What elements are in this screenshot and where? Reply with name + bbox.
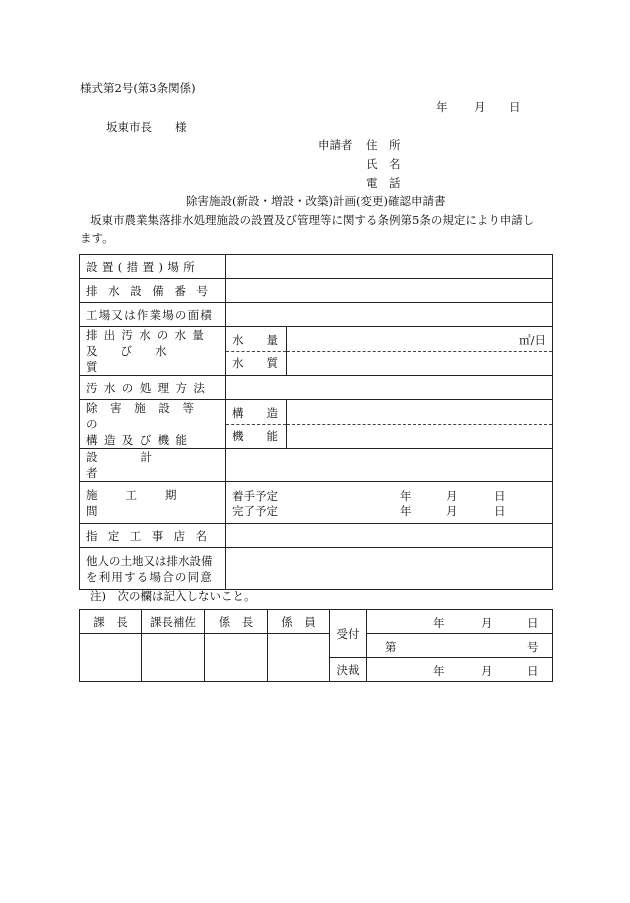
designer-label: 設計者 — [80, 449, 226, 482]
chief-header: 課 長 — [80, 610, 142, 634]
row-contractor — [80, 524, 553, 548]
drain-number-label: 排水設備番号 — [80, 279, 226, 303]
area-label: 工場又は作業場の面積 — [80, 303, 226, 327]
water-volume-label: 水 量 — [232, 332, 278, 347]
document-title: 除害施設(新設・増設・改築)計画(変更)確認申請書 — [186, 194, 446, 208]
office-use-note: 注) 次の欄は記入しないこと。 — [90, 589, 256, 603]
designer-field[interactable] — [226, 449, 553, 482]
start-day: 日 — [494, 489, 506, 503]
function-field[interactable] — [287, 424, 552, 447]
end-month: 月 — [446, 504, 458, 518]
contractor-field[interactable] — [226, 524, 553, 548]
deputy-header: 課長補佐 — [142, 610, 205, 634]
staff-stamp-box — [268, 634, 330, 682]
row-treatment — [80, 376, 553, 400]
applicant-label: 申請者 — [318, 138, 353, 152]
row-period — [80, 482, 553, 524]
contractor-label: 指定工事店名 — [80, 524, 226, 548]
date-month-label: 月 — [474, 100, 486, 114]
period-label: 施工期間 — [80, 482, 226, 524]
structure-field[interactable] — [287, 402, 552, 424]
facility-sub-labels — [226, 400, 287, 449]
received-label: 受付 — [330, 610, 367, 658]
deputy-stamp-box — [142, 634, 205, 682]
row-designer — [80, 449, 553, 482]
received-date: 年 月 日 — [367, 610, 553, 634]
applicant-name-label: 氏 名 — [366, 157, 401, 171]
facility-values — [287, 400, 553, 449]
treatment-field[interactable] — [226, 376, 553, 400]
volume-unit: ㎥/日 — [519, 332, 546, 347]
water-quality-label: 水 質 — [226, 351, 286, 374]
facility-label: 除害施設等の 構造及び機能 — [80, 400, 226, 449]
discharge-label: 排出汚水の水量 及び水質 — [80, 327, 226, 376]
row-discharge — [80, 327, 553, 376]
end-year: 年 — [400, 504, 412, 518]
treatment-label: 汚水の処理方法 — [80, 376, 226, 400]
row-location — [80, 255, 553, 279]
decision-date: 年 月 日 — [367, 658, 553, 682]
office-use-table — [79, 609, 553, 682]
row-consent — [80, 548, 553, 590]
sub-chief-header: 係 長 — [205, 610, 268, 634]
form-number: 様式第2号(第3条関係) — [80, 81, 196, 95]
applicant-phone-label: 電 話 — [366, 176, 401, 190]
intro-text-line1: 坂東市農業集落排水処理施設の設置及び管理等に関する条例第5条の規定により申請し — [90, 213, 535, 227]
row-area — [80, 303, 553, 327]
date-year-label: 年 — [436, 100, 448, 114]
period-field[interactable] — [226, 482, 553, 524]
received-number: 第 号 — [367, 634, 553, 658]
area-field[interactable] — [226, 303, 553, 327]
discharge-sub-labels — [226, 327, 287, 376]
applicant-address-label: 住 所 — [366, 138, 401, 152]
consent-label: 他人の土地又は排水設備 を利用する場合の同意 — [80, 548, 226, 590]
start-plan-label: 着手予定 — [232, 489, 278, 503]
water-volume-field[interactable] — [287, 329, 552, 351]
location-label: 設置(措置)場所 — [80, 255, 226, 279]
date-day-label: 日 — [509, 100, 521, 114]
function-label: 機 能 — [226, 424, 286, 447]
water-quality-field[interactable] — [287, 351, 552, 374]
chief-stamp-box — [80, 634, 142, 682]
location-field[interactable] — [226, 255, 553, 279]
row-facility — [80, 400, 553, 449]
start-month: 月 — [446, 489, 458, 503]
row-drain-number — [80, 279, 553, 303]
decision-label: 決裁 — [330, 658, 367, 682]
intro-text-line2: ます。 — [80, 231, 114, 245]
start-year: 年 — [400, 489, 412, 503]
sub-chief-stamp-box — [205, 634, 268, 682]
end-day: 日 — [494, 504, 506, 518]
drain-number-field[interactable] — [226, 279, 553, 303]
structure-label: 構 造 — [232, 405, 278, 420]
application-table — [79, 254, 553, 590]
addressee: 坂東市長 様 — [106, 120, 187, 134]
discharge-values — [287, 327, 553, 376]
staff-header: 係 員 — [268, 610, 330, 634]
consent-field[interactable] — [226, 548, 553, 590]
end-plan-label: 完了予定 — [232, 504, 278, 518]
